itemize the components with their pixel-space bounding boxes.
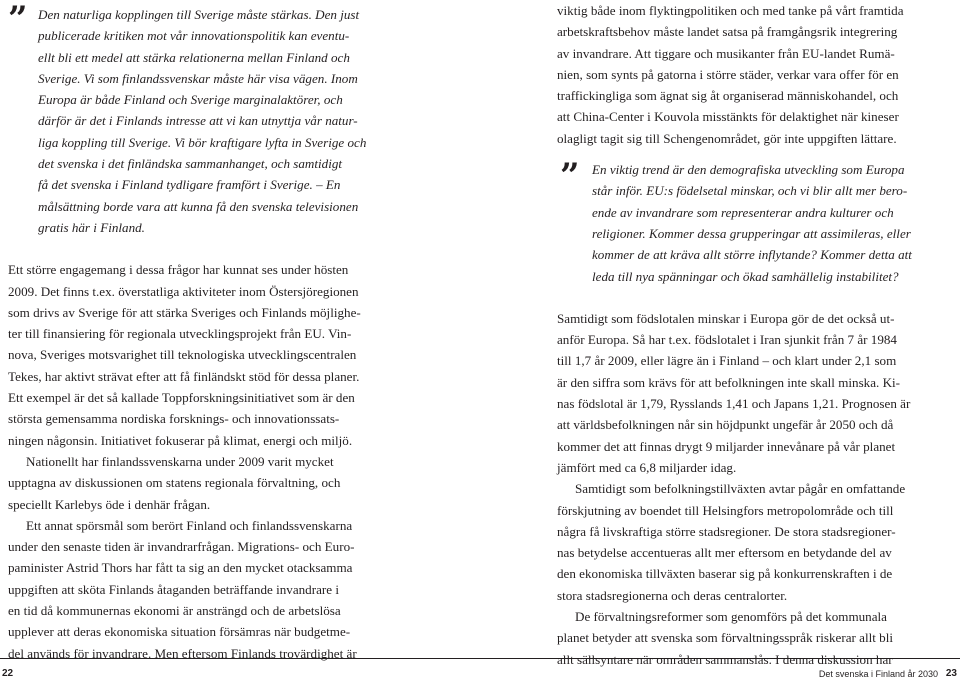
text-line: del används för invandrare. Men eftersom Finlands trovärdighet är <box>8 645 357 661</box>
pull-quote-right <box>557 156 957 287</box>
right-column <box>557 0 957 670</box>
quote-mark-icon: ” <box>560 156 580 197</box>
text-line: som drivs av Sverige för att stärka Sveriges och Finlands möjlighe- <box>8 304 361 320</box>
text-line: ter till finansiering för regionala utvecklingsprojekt från EU. Vin- <box>8 326 352 342</box>
pull-quote-right-text <box>592 159 957 287</box>
body-paragraph <box>8 451 401 515</box>
text-line: planet betyder att svenska som förvaltningsspråk riskerar allt bli <box>557 630 893 646</box>
text-line: ningen någonsin. Initiativet fokuserar på klimat, energi och miljö. <box>8 432 353 448</box>
text-line: Samtidigt som befolkningstillväxten avtar pågår en omfattande <box>575 481 906 497</box>
text-line: Nationellt har finlandssvenskarna under 2009 varit mycket <box>26 453 334 469</box>
text-line: att världsbefolkningen når sin höjdpunkt ungefär år 2050 och då <box>557 417 894 433</box>
text-line: några få livskraftiga större stadsregioner. De stora stadsregioner- <box>557 523 896 539</box>
text-line: speciellt Karlebys öde i denhär frågan. <box>8 496 211 512</box>
page-number-left: 22 <box>2 668 14 679</box>
text-line: Ett större engagemang i dessa frågor har kunnat ses under hösten <box>8 262 349 278</box>
page-number-right: 23 <box>945 668 957 679</box>
text-line: stora stadsregionerna och deras centralorter. <box>557 587 788 603</box>
text-line: Ett annat spörsmål som berört Finland och finlandssvenskarna <box>26 517 353 533</box>
text-line: att China-Center i Kouvola misstänkts för delaktighet när kineser <box>557 109 899 125</box>
text-line: ellt bli ett medel att stärka relationerna mellan Finland och <box>38 49 350 65</box>
quote-mark-icon: ” <box>8 0 28 39</box>
text-line: därför är det i Finlands intresse att vi kan utnyttja vår natur- <box>38 113 358 129</box>
body-paragraph <box>557 308 957 478</box>
spacer <box>8 238 401 259</box>
text-line: olagligt tagit sig till Schengenområdet, gör inte uppgiften lättare. <box>557 130 897 146</box>
pull-quote-left <box>8 0 401 238</box>
text-line: upplever att deras ekonomiska situation försämras när budgetme- <box>8 624 351 640</box>
text-line: De förvaltningsreformer som genomförs på det kommunala <box>575 609 887 625</box>
text-line: är den siffra som krävs för att befolkningen inte skall minska. Ki- <box>557 374 901 390</box>
text-line: allt sällsyntare när områden sammanslås. I denna diskussion har <box>557 651 893 667</box>
text-line: uppgiften att sköta Finlands åtaganden beträffande invandrare i <box>8 581 339 597</box>
text-line: anför Europa. Så har t.ex. födslotalet i Iran sjunkit från 7 år 1984 <box>557 332 897 348</box>
text-line: liga koppling till Sverige. Vi bör kraftigare lyfta in Sverige och <box>38 134 367 150</box>
text-line: kommer det att finnas drygt 9 miljarder innevånare på vår planet <box>557 438 896 454</box>
body-paragraph <box>8 259 401 451</box>
text-line: Sverige. Vi som finlandssvenskar måste här visa vägen. Inom <box>38 70 358 86</box>
text-line: upptagna av diskussionen om statens regionala förvaltning, och <box>8 475 341 491</box>
text-line: nien, som synts på gatorna i större städer, verkar vara offer för en <box>557 66 899 82</box>
text-line: få det svenska i Finland tydligare framfört i Sverige. – En <box>38 177 341 193</box>
text-line: förskjutning av boendet till Helsingfors metropolområde och till <box>557 502 894 518</box>
text-line: av invandrare. Att tiggare och musikanter från EU-landet Rumä- <box>557 45 895 61</box>
text-line: traffickingliga som ägnat sig åt organiserad människohandel, och <box>557 88 899 104</box>
text-line: en tid då kommunernas ekonomi är ansträngd och de arbetslösa <box>8 603 341 619</box>
footer-divider <box>0 658 960 659</box>
text-line: leda till nya spänningar och ökad samhällelig instabilitet? <box>592 268 899 284</box>
body-paragraph <box>557 478 957 606</box>
text-line: Ett exempel är det så kallade Toppforskningsinitiativet som är den <box>8 390 355 406</box>
text-line: gratis här i Finland. <box>38 219 145 235</box>
text-line: största gemensamma nordiska forsknings- och innovationssats- <box>8 411 340 427</box>
text-line: målsättning borde vara att kunna få den svenska televisionen <box>38 198 359 214</box>
text-line: paminister Astrid Thors har fått ta sig an den mycket otacksamma <box>8 560 353 576</box>
body-paragraph <box>8 515 401 664</box>
running-title: Det svenska i Finland år 2030 <box>818 669 938 679</box>
body-paragraph <box>557 0 957 149</box>
text-line: det svenska i det finländska sammanhanget, och samtidigt <box>38 156 343 172</box>
text-line: Den naturliga kopplingen till Sverige måste stärkas. Den just <box>38 7 360 22</box>
text-line: nova, Sveriges motsvarighet till teknologiska utvecklingscentralen <box>8 347 357 363</box>
text-line: 2009. Det finns t.ex. överstatliga aktiviteter inom Östersjöregionen <box>8 283 359 299</box>
text-line: religioner. Kommer dessa grupperingar att assimileras, eller <box>592 225 911 241</box>
text-line: Europa är både Finland och Sverige marginalaktörer, och <box>38 92 343 108</box>
left-column <box>8 0 401 664</box>
body-paragraph <box>557 606 957 670</box>
text-line: nas födslotal är 1,79, Rysslands 1,41 och Japans 1,21. Prognosen är <box>557 396 911 412</box>
text-line: Tekes, har aktivt strävat efter att få finländskt stöd för dessa planer. <box>8 368 360 384</box>
text-line: En viktig trend är den demografiska utveckling som Europa <box>592 162 905 178</box>
text-line: viktig både inom flyktingpolitiken och med tanke på vårt framtida <box>557 3 904 18</box>
text-line: den ekonomiska tillväxten baserar sig på konkurrenskraften i de <box>557 566 893 582</box>
pull-quote-left-text <box>38 4 401 238</box>
text-line: står inför. EU:s födelsetal minskar, och vi blir allt mer bero- <box>592 183 908 199</box>
text-line: under den senaste tiden är invandrarfrågan. Migrations- och Euro- <box>8 539 355 555</box>
spacer <box>557 287 957 308</box>
text-line: Samtidigt som födslotalen minskar i Europa gör de det också ut- <box>557 310 895 326</box>
text-line: ende av invandrare som representerar andra kulturer och <box>592 204 894 220</box>
text-line: arbetskraftsbehov måste landet satsa på framgångsrik integrering <box>557 24 898 40</box>
text-line: till 1,7 år 2009, eller lägre än i Finland – och klart under 2,1 som <box>557 353 897 369</box>
text-line: publicerade kritiken mot vår innovationspolitik kan eventu- <box>38 28 350 44</box>
text-line: jämfört med ca 6,8 miljarder idag. <box>557 459 737 475</box>
text-line: nas betydelse accentueras allt mer eftersom en betydande del av <box>557 545 892 561</box>
text-line: kommer de att kräva allt större inflytande? Kommer detta att <box>592 247 912 263</box>
